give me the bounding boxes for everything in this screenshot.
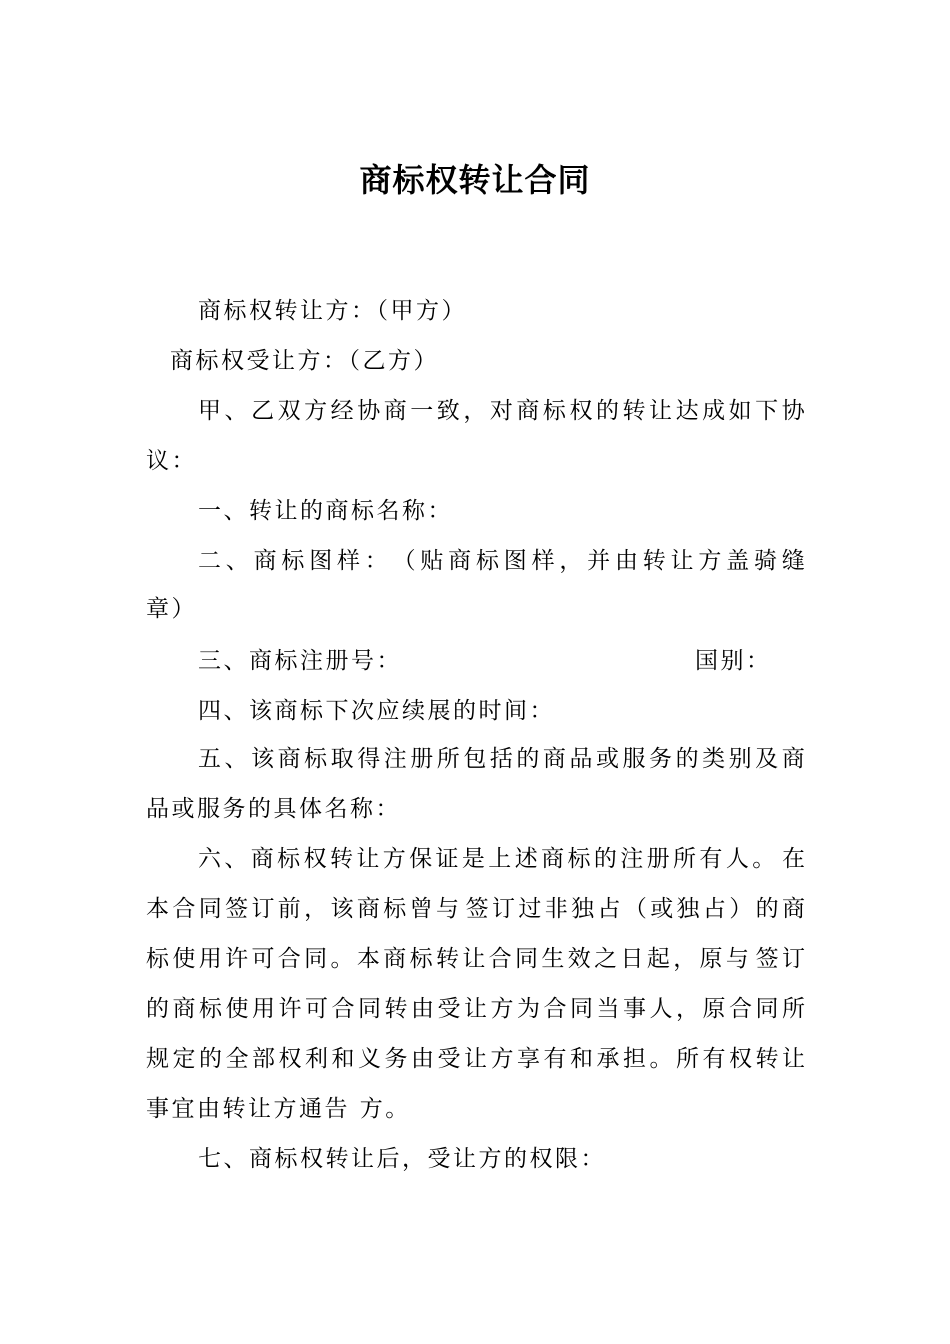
clause-4: 四、该商标下次应续展的时间： (198, 698, 555, 724)
clause-1: 一、转让的商标名称： (198, 498, 453, 524)
clause-6-line-5: 规 定 的 全 部 权 利 和 义 务 由 受 让 方 享 有 和 承 担 。 所 有 权 转 让 (146, 1046, 805, 1072)
transferee-line: 商标权受让方：（乙方） (170, 348, 439, 374)
clause-6-line-6: 事宜由转让方通告 方。 (146, 1096, 411, 1122)
clause-6-line-1: 六 、 商 标 权 转 让 方 保 证 是 上 述 商 标 的 注 册 所 有 人 。 在 (198, 846, 805, 872)
clause-6-line-2: 本 合 同 签 订 前 ， 该 商 标 曾 与 签 订 过 非 独 占 （ 或 独 占 ） 的 商 (146, 896, 805, 922)
intro-line-2: 议： (146, 448, 197, 474)
clause-5-line-2: 品或服务的具体名称： (146, 796, 401, 822)
intro-line-1: 甲 、 乙 双 方 经 协 商 一 致 ， 对 商 标 权 的 转 让 达 成 如 下 协 (198, 398, 805, 424)
page-title: 商标权转让合同 (359, 161, 591, 199)
clause-7: 七、商标权转让后，受让方的权限： (198, 1146, 606, 1172)
clause-2-line-2: 章） (146, 596, 197, 622)
clause-5-line-1: 五 、 该 商 标 取 得 注 册 所 包 括 的 商 品 或 服 务 的 类 别 及 商 (198, 746, 805, 772)
transferor-line: 商标权转让方：（甲方） (198, 298, 467, 324)
clause-6-line-3: 标 使 用 许 可 合 同 。 本 商 标 转 让 合 同 生 效 之 日 起 ， 原 与 签 订 (146, 946, 805, 972)
clause-3-country: 国别： (695, 648, 772, 674)
clause-6-line-4: 的 商 标 使 用 许 可 合 同 转 由 受 让 方 为 合 同 当 事 人 ， 原 合 同 所 (146, 996, 805, 1022)
clause-2-line-1: 二 、 商 标 图 样 ： （ 贴 商 标 图 样 ， 并 由 转 让 方 盖 骑 缝 (198, 548, 805, 574)
clause-3-registration-number: 三、商标注册号： (198, 648, 402, 674)
